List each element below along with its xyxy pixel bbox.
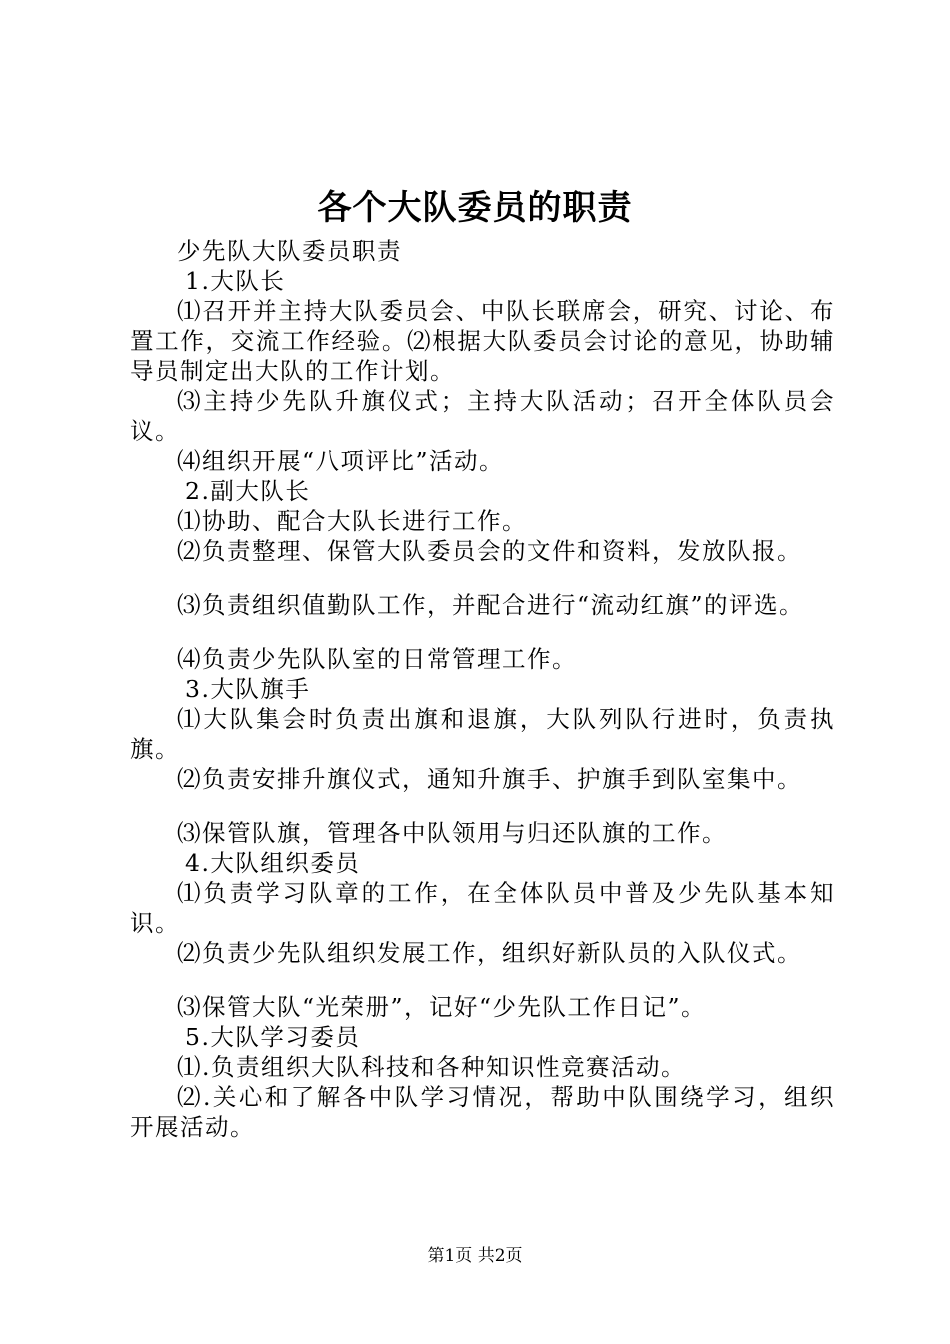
section-heading: 4.大队组织委员: [185, 849, 361, 877]
paragraph: ⑶保管大队“光荣册”，记好“少先队工作日记”。: [177, 993, 707, 1021]
section-heading: 1.大队长: [185, 267, 286, 295]
paragraph: ⑷负责少先队队室的日常管理工作。: [177, 645, 577, 673]
paragraph: ⑶主持少先队升旗仪式；主持大队活动；召开全体队员会议。: [130, 387, 835, 445]
paragraph: ⑷组织开展“八项评比”活动。: [177, 447, 505, 475]
section-heading: 2.副大队长: [185, 477, 311, 505]
paragraph: ⑵.关心和了解各中队学习情况，帮助中队围绕学习，组织开展活动。: [130, 1083, 835, 1141]
paragraph: ⑶保管队旗，管理各中队领用与归还队旗的工作。: [177, 819, 727, 847]
paragraph: ⑵负责少先队组织发展工作，组织好新队员的入队仪式。: [177, 939, 802, 967]
paragraph: ⑴大队集会时负责出旗和退旗，大队列队行进时，负责执旗。: [130, 705, 835, 763]
paragraph: ⑵负责整理、保管大队委员会的文件和资料，发放队报。: [177, 537, 802, 565]
document-body: [130, 236, 835, 1142]
document-title: 各个大队委员的职责: [317, 188, 633, 228]
paragraph: ⑴.负责组织大队科技和各种知识性竞赛活动。: [177, 1053, 686, 1081]
paragraph: ⑴协助、配合大队长进行工作。: [177, 507, 527, 535]
paragraph: ⑴负责学习队章的工作，在全体队员中普及少先队基本知识。: [130, 879, 835, 937]
paragraph: ⑶负责组织值勤队工作，并配合进行“流动红旗”的评选。: [177, 591, 805, 619]
paragraph: ⑴召开并主持大队委员会、中队长联席会，研究、讨论、布置工作，交流工作经验。⑵根据大队委员会讨论的意见，协助辅导员制定出大队的工作计划。: [130, 297, 835, 385]
paragraph: 少先队大队委员职责: [177, 237, 402, 265]
section-heading: 3.大队旗手: [185, 675, 311, 703]
section-heading: 5.大队学习委员: [185, 1023, 361, 1051]
page-number: 第1页 共2页: [427, 1246, 523, 1266]
paragraph: ⑵负责安排升旗仪式，通知升旗手、护旗手到队室集中。: [177, 765, 802, 793]
